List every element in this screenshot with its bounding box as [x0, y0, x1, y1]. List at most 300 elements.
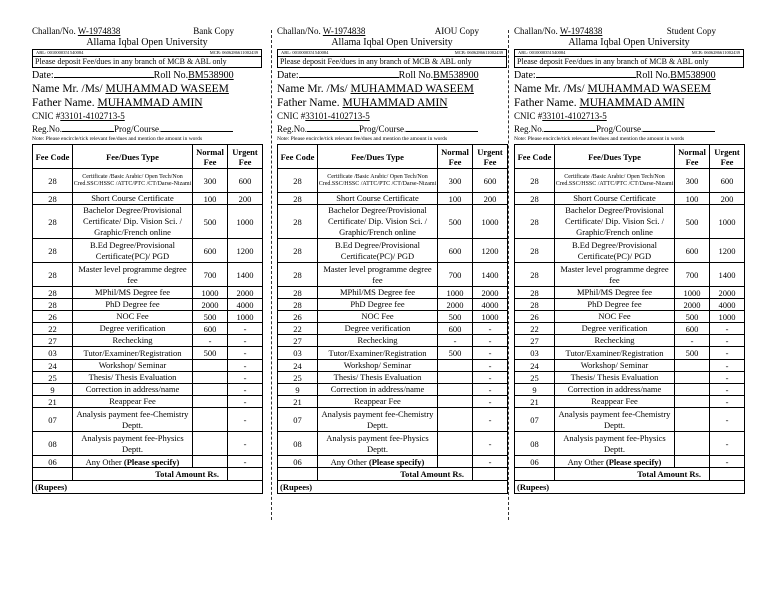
fee-code: 28: [278, 205, 318, 239]
normal-fee: [438, 408, 473, 432]
university-name: Allama Iqbal Open University: [331, 37, 453, 48]
father-label: Father Name.: [32, 96, 95, 109]
normal-fee: [438, 456, 473, 468]
total-label: Total Amount Rs.: [555, 468, 710, 481]
mcb-account: MCB: 0606286611002439: [691, 50, 740, 55]
urgent-fee: 1400: [710, 263, 745, 287]
mcb-account: MCB: 0606286611002439: [454, 50, 503, 55]
fee-row: [278, 323, 508, 335]
urgent-fee: -: [473, 347, 508, 360]
urgent-fee: -: [473, 384, 508, 396]
urgent-fee-header: Urgent Fee: [473, 145, 508, 169]
fee-row: [33, 193, 263, 205]
roll-label: Roll No.: [635, 70, 671, 81]
prog-field[interactable]: [406, 122, 478, 132]
father-name: MUHAMMAD AMIN: [97, 96, 203, 109]
urgent-fee: -: [710, 396, 745, 408]
fee-row: [278, 432, 508, 456]
urgent-fee-header: Urgent Fee: [710, 145, 745, 169]
normal-fee: 600: [675, 323, 710, 335]
normal-fee: [675, 456, 710, 468]
fee-table-header: [515, 145, 745, 169]
urgent-fee: 1200: [710, 239, 745, 263]
fee-row: [278, 360, 508, 372]
fee-row: [515, 384, 745, 396]
normal-fee: 500: [193, 347, 228, 360]
urgent-fee: 4000: [710, 299, 745, 311]
fee-code: 28: [515, 287, 555, 299]
fee-type: Degree verification: [555, 323, 675, 335]
fee-code: 28: [515, 205, 555, 239]
roll-label: Roll No.: [153, 70, 189, 81]
challan-copy: [514, 26, 744, 494]
university-name: Allama Iqbal Open University: [86, 37, 208, 48]
fee-code: 28: [515, 193, 555, 205]
challan-number: Challan/No. W-1974838: [514, 26, 603, 36]
student-name: MUHAMMAD WASEEM: [587, 83, 711, 95]
total-amount[interactable]: [710, 468, 745, 481]
urgent-fee: 1400: [473, 263, 508, 287]
normal-fee: 500: [193, 205, 228, 239]
roll-number: BM538900: [188, 70, 234, 81]
normal-fee-header: Normal Fee: [193, 145, 228, 169]
fee-row: [515, 347, 745, 360]
reg-field[interactable]: [544, 122, 596, 132]
urgent-fee: -: [710, 372, 745, 384]
rupees-row: [278, 481, 508, 494]
fee-row: [278, 299, 508, 311]
fee-code: 26: [515, 311, 555, 323]
normal-fee: 600: [438, 323, 473, 335]
challan-number: Challan/No. W-1974838: [32, 26, 121, 36]
challan-header: [514, 26, 744, 37]
urgent-fee: -: [228, 432, 263, 456]
prog-field[interactable]: [643, 122, 715, 132]
cnic-line: [514, 110, 744, 122]
fee-row: [33, 205, 263, 239]
normal-fee: 600: [438, 239, 473, 263]
normal-fee: [675, 396, 710, 408]
other-fee-row: [33, 456, 263, 468]
name-label: Name Mr. /Ms/: [32, 83, 103, 95]
urgent-fee: -: [228, 384, 263, 396]
urgent-fee: -: [228, 456, 263, 468]
fee-type: Workshop/ Seminar: [318, 360, 438, 372]
fee-code: 07: [33, 408, 73, 432]
normal-fee: 300: [193, 169, 228, 193]
student-name: MUHAMMAD WASEEM: [105, 83, 229, 95]
normal-fee: [675, 432, 710, 456]
father-line: [514, 97, 744, 111]
normal-fee: [193, 396, 228, 408]
cnic-number: 33101-4102713-5: [305, 111, 370, 121]
normal-fee: 100: [193, 193, 228, 205]
normal-fee: [193, 432, 228, 456]
fee-row: [33, 384, 263, 396]
fee-row: [278, 193, 508, 205]
challan-copy: [32, 26, 262, 494]
fee-row: [33, 360, 263, 372]
urgent-fee: -: [473, 408, 508, 432]
fee-code: 28: [33, 287, 73, 299]
fee-type: B.Ed Degree/Provisional Certificate(PC)/ PGD: [318, 239, 438, 263]
fee-type: Reappear Fee: [318, 396, 438, 408]
fee-code: 21: [278, 396, 318, 408]
normal-fee: [193, 456, 228, 468]
urgent-fee: -: [228, 347, 263, 360]
fee-code: 03: [278, 347, 318, 360]
date-field[interactable]: [54, 68, 154, 78]
rupees-label: (Rupees): [515, 481, 745, 494]
fee-code: 9: [33, 384, 73, 396]
fee-type: Bachelor Degree/Provisional Certificate/ Dip. Vision Sci. / Graphic/French online: [73, 205, 193, 239]
normal-fee: 600: [675, 239, 710, 263]
urgent-fee: -: [710, 432, 745, 456]
urgent-fee: 2000: [710, 287, 745, 299]
fee-row: [278, 396, 508, 408]
father-line: [32, 97, 262, 111]
reg-label: Reg.No.: [32, 124, 62, 134]
urgent-fee: -: [710, 323, 745, 335]
reg-line: [32, 122, 262, 135]
fee-code: 28: [515, 263, 555, 287]
fee-row: [278, 205, 508, 239]
fee-type: Tutor/Examiner/Registration: [318, 347, 438, 360]
fee-type-header: Fee/Dues Type: [318, 145, 438, 169]
urgent-fee: -: [710, 456, 745, 468]
urgent-fee: -: [710, 347, 745, 360]
fee-type-header: Fee/Dues Type: [555, 145, 675, 169]
fee-table: [32, 144, 263, 494]
total-amount[interactable]: [228, 468, 263, 481]
normal-fee: -: [675, 335, 710, 347]
urgent-fee: 1000: [473, 205, 508, 239]
fee-type: Tutor/Examiner/Registration: [555, 347, 675, 360]
name-line: [32, 83, 262, 97]
copy-label: AIOU Copy: [434, 26, 479, 36]
fee-code: 03: [515, 347, 555, 360]
fee-type: Analysis payment fee-Chemistry Deptt.: [555, 408, 675, 432]
deposit-instruction: Please deposit Fee/dues in any branch of MCB & ABL only: [514, 57, 744, 68]
fee-type: Analysis payment fee-Chemistry Deptt.: [318, 408, 438, 432]
total-label: Total Amount Rs.: [73, 468, 228, 481]
fee-row: [33, 287, 263, 299]
fee-type: B.Ed Degree/Provisional Certificate(PC)/ PGD: [555, 239, 675, 263]
fee-code: 24: [278, 360, 318, 372]
urgent-fee: 2000: [473, 287, 508, 299]
rupees-label: (Rupees): [33, 481, 263, 494]
urgent-fee: -: [228, 323, 263, 335]
fee-row: [515, 372, 745, 384]
fee-type: Master level programme degree fee: [555, 263, 675, 287]
normal-fee: [675, 384, 710, 396]
urgent-fee: 600: [228, 169, 263, 193]
prog-field[interactable]: [161, 122, 233, 132]
cnic-label: CNIC #: [514, 111, 543, 121]
normal-fee: [675, 408, 710, 432]
urgent-fee: -: [228, 372, 263, 384]
student-name: MUHAMMAD WASEEM: [350, 83, 474, 95]
fee-type: Reappear Fee: [555, 396, 675, 408]
urgent-fee: 200: [710, 193, 745, 205]
normal-fee: 300: [438, 169, 473, 193]
fee-row: [278, 239, 508, 263]
fee-type: Certificate /Basic Arabic/ Open Tech/Non Cred.SSC/HSSC /ATTC/PTC /CT/Darse-Nizami: [555, 169, 675, 193]
normal-fee: 2000: [193, 299, 228, 311]
normal-fee: 1000: [193, 287, 228, 299]
date-field[interactable]: [536, 68, 636, 78]
normal-fee: 600: [193, 323, 228, 335]
normal-fee: 500: [675, 205, 710, 239]
deposit-instruction: Please deposit Fee/dues in any branch of MCB & ABL only: [32, 57, 262, 68]
urgent-fee: -: [228, 360, 263, 372]
roll-label: Roll No.: [398, 70, 434, 81]
fee-type: Degree verification: [73, 323, 193, 335]
fee-row: [33, 432, 263, 456]
fee-type: Any Other (Please specify): [318, 456, 438, 468]
prog-label: Prog/Course.: [359, 124, 407, 134]
normal-fee: 100: [675, 193, 710, 205]
normal-fee: [438, 360, 473, 372]
normal-fee: 2000: [675, 299, 710, 311]
fee-code: 21: [33, 396, 73, 408]
fee-code: 28: [33, 205, 73, 239]
fee-code: 28: [278, 287, 318, 299]
fee-row: [33, 239, 263, 263]
urgent-fee: 2000: [228, 287, 263, 299]
fee-type: NOC Fee: [555, 311, 675, 323]
fee-code-header: Fee Code: [278, 145, 318, 169]
urgent-fee: -: [473, 432, 508, 456]
normal-fee: 1000: [438, 287, 473, 299]
fee-type: Thesis/ Thesis Evaluation: [318, 372, 438, 384]
fee-type: Correction in address/name: [555, 384, 675, 396]
total-row: [33, 468, 263, 481]
roll-number: BM538900: [670, 70, 716, 81]
fee-code: 27: [515, 335, 555, 347]
fee-type: Short Course Certificate: [73, 193, 193, 205]
fee-type: Short Course Certificate: [555, 193, 675, 205]
fee-row: [515, 408, 745, 432]
fee-code: 28: [515, 239, 555, 263]
fee-code: 28: [33, 239, 73, 263]
fee-code: 22: [33, 323, 73, 335]
normal-fee: 500: [675, 311, 710, 323]
reg-line: [514, 122, 744, 135]
challan-header: [277, 26, 507, 37]
urgent-fee: -: [228, 396, 263, 408]
fee-type: MPhil/MS Degree fee: [555, 287, 675, 299]
prog-label: Prog/Course.: [114, 124, 162, 134]
fee-row: [33, 335, 263, 347]
rupees-row: [33, 481, 263, 494]
fee-code: 03: [33, 347, 73, 360]
fee-type: Master level programme degree fee: [318, 263, 438, 287]
fee-code: 21: [515, 396, 555, 408]
fee-code: 28: [33, 169, 73, 193]
fee-code: 06: [278, 456, 318, 468]
total-row: [278, 468, 508, 481]
fee-row: [278, 408, 508, 432]
date-field[interactable]: [299, 68, 399, 78]
normal-fee: [193, 360, 228, 372]
urgent-fee: 200: [473, 193, 508, 205]
name-label: Name Mr. /Ms/: [514, 83, 585, 95]
fee-code: 28: [33, 193, 73, 205]
fee-row: [515, 311, 745, 323]
bank-accounts: [32, 49, 262, 57]
fee-type: NOC Fee: [318, 311, 438, 323]
fee-code: 28: [278, 299, 318, 311]
fee-type: Workshop/ Seminar: [73, 360, 193, 372]
urgent-fee: -: [710, 384, 745, 396]
normal-fee: 300: [675, 169, 710, 193]
fee-row: [278, 287, 508, 299]
normal-fee: [438, 384, 473, 396]
urgent-fee: 1400: [228, 263, 263, 287]
date-label: Date:: [32, 70, 54, 81]
urgent-fee: 1200: [473, 239, 508, 263]
fee-code: 28: [515, 169, 555, 193]
fee-row: [515, 263, 745, 287]
normal-fee: 500: [438, 311, 473, 323]
copy-label: Bank Copy: [193, 26, 234, 36]
urgent-fee: 600: [710, 169, 745, 193]
bank-accounts: [514, 49, 744, 57]
cnic-number: 33101-4102713-5: [542, 111, 607, 121]
fee-type: Any Other (Please specify): [555, 456, 675, 468]
fee-row: [33, 372, 263, 384]
normal-fee: 700: [193, 263, 228, 287]
fee-type: Master level programme degree fee: [73, 263, 193, 287]
abl-account: ABL: 0010000351540084: [281, 50, 329, 55]
fee-code: 9: [278, 384, 318, 396]
fee-code: 28: [33, 263, 73, 287]
fee-row: [278, 263, 508, 287]
fee-type: Correction in address/name: [318, 384, 438, 396]
fee-code: 08: [33, 432, 73, 456]
fee-type: Analysis payment fee-Physics Deptt.: [318, 432, 438, 456]
father-label: Father Name.: [514, 96, 577, 109]
fee-type: Certificate /Basic Arabic/ Open Tech/Non Cred.SSC/HSSC /ATTC/PTC /CT/Darse-Nizami: [73, 169, 193, 193]
total-label: Total Amount Rs.: [318, 468, 473, 481]
urgent-fee: -: [473, 335, 508, 347]
date-label: Date:: [514, 70, 536, 81]
challan-copy: [277, 26, 507, 494]
fee-row: [515, 205, 745, 239]
fee-type: PhD Degree fee: [318, 299, 438, 311]
fee-type: Rechecking: [555, 335, 675, 347]
father-line: [277, 97, 507, 111]
fee-table-header: [33, 145, 263, 169]
normal-fee: 2000: [438, 299, 473, 311]
cnic-label: CNIC #: [32, 111, 61, 121]
fee-row: [33, 263, 263, 287]
bank-accounts: [277, 49, 507, 57]
name-line: [514, 83, 744, 97]
fee-code: 27: [33, 335, 73, 347]
other-fee-row: [515, 456, 745, 468]
fee-code: 28: [278, 239, 318, 263]
fee-row: [33, 169, 263, 193]
urgent-fee-header: Urgent Fee: [228, 145, 263, 169]
normal-fee: 500: [675, 347, 710, 360]
fee-row: [515, 323, 745, 335]
note-text: Note: Please encircle/tick relevant fee/dues and mention the amount in words: [277, 136, 448, 142]
date-label: Date:: [277, 70, 299, 81]
normal-fee-header: Normal Fee: [438, 145, 473, 169]
total-amount[interactable]: [473, 468, 508, 481]
normal-fee: 700: [438, 263, 473, 287]
fee-type: Bachelor Degree/Provisional Certificate/ Dip. Vision Sci. / Graphic/French online: [318, 205, 438, 239]
cnic-line: [277, 110, 507, 122]
fee-type: Rechecking: [318, 335, 438, 347]
fee-code: 06: [33, 456, 73, 468]
normal-fee: 100: [438, 193, 473, 205]
date-roll-line: [277, 68, 507, 83]
cnic-number: 33101-4102713-5: [60, 111, 125, 121]
fee-table: [514, 144, 745, 494]
normal-fee: [438, 372, 473, 384]
urgent-fee: 4000: [473, 299, 508, 311]
fee-type: Thesis/ Thesis Evaluation: [555, 372, 675, 384]
fee-code: 25: [515, 372, 555, 384]
mcb-account: MCB: 0606286611002439: [209, 50, 258, 55]
urgent-fee: -: [228, 335, 263, 347]
name-label: Name Mr. /Ms/: [277, 83, 348, 95]
date-roll-line: [32, 68, 262, 83]
fee-type: PhD Degree fee: [555, 299, 675, 311]
fee-type: MPhil/MS Degree fee: [318, 287, 438, 299]
fee-code: 28: [278, 169, 318, 193]
fee-code: 28: [33, 299, 73, 311]
roll-number: BM538900: [433, 70, 479, 81]
fee-code: 24: [515, 360, 555, 372]
normal-fee: [193, 384, 228, 396]
normal-fee: [675, 360, 710, 372]
fee-row: [515, 335, 745, 347]
normal-fee-header: Normal Fee: [675, 145, 710, 169]
fee-row: [515, 396, 745, 408]
reg-field[interactable]: [62, 122, 114, 132]
urgent-fee: -: [710, 360, 745, 372]
note-text: Note: Please encircle/tick relevant fee/dues and mention the amount in words: [514, 136, 685, 142]
fee-code: 26: [278, 311, 318, 323]
fee-row: [515, 169, 745, 193]
other-fee-row: [278, 456, 508, 468]
father-name: MUHAMMAD AMIN: [579, 96, 685, 109]
fee-code: 28: [278, 263, 318, 287]
normal-fee: [438, 432, 473, 456]
reg-field[interactable]: [307, 122, 359, 132]
urgent-fee: 1200: [228, 239, 263, 263]
fee-row: [515, 239, 745, 263]
urgent-fee: -: [473, 323, 508, 335]
fee-table: [277, 144, 508, 494]
urgent-fee: 1000: [228, 311, 263, 323]
fee-type: Bachelor Degree/Provisional Certificate/ Dip. Vision Sci. / Graphic/French online: [555, 205, 675, 239]
fee-table-header: [278, 145, 508, 169]
urgent-fee: 1000: [710, 311, 745, 323]
normal-fee: [193, 408, 228, 432]
rupees-label: (Rupees): [278, 481, 508, 494]
normal-fee: [438, 396, 473, 408]
urgent-fee: 4000: [228, 299, 263, 311]
reg-label: Reg.No.: [277, 124, 307, 134]
rupees-row: [515, 481, 745, 494]
urgent-fee: -: [473, 372, 508, 384]
fee-code: 25: [33, 372, 73, 384]
